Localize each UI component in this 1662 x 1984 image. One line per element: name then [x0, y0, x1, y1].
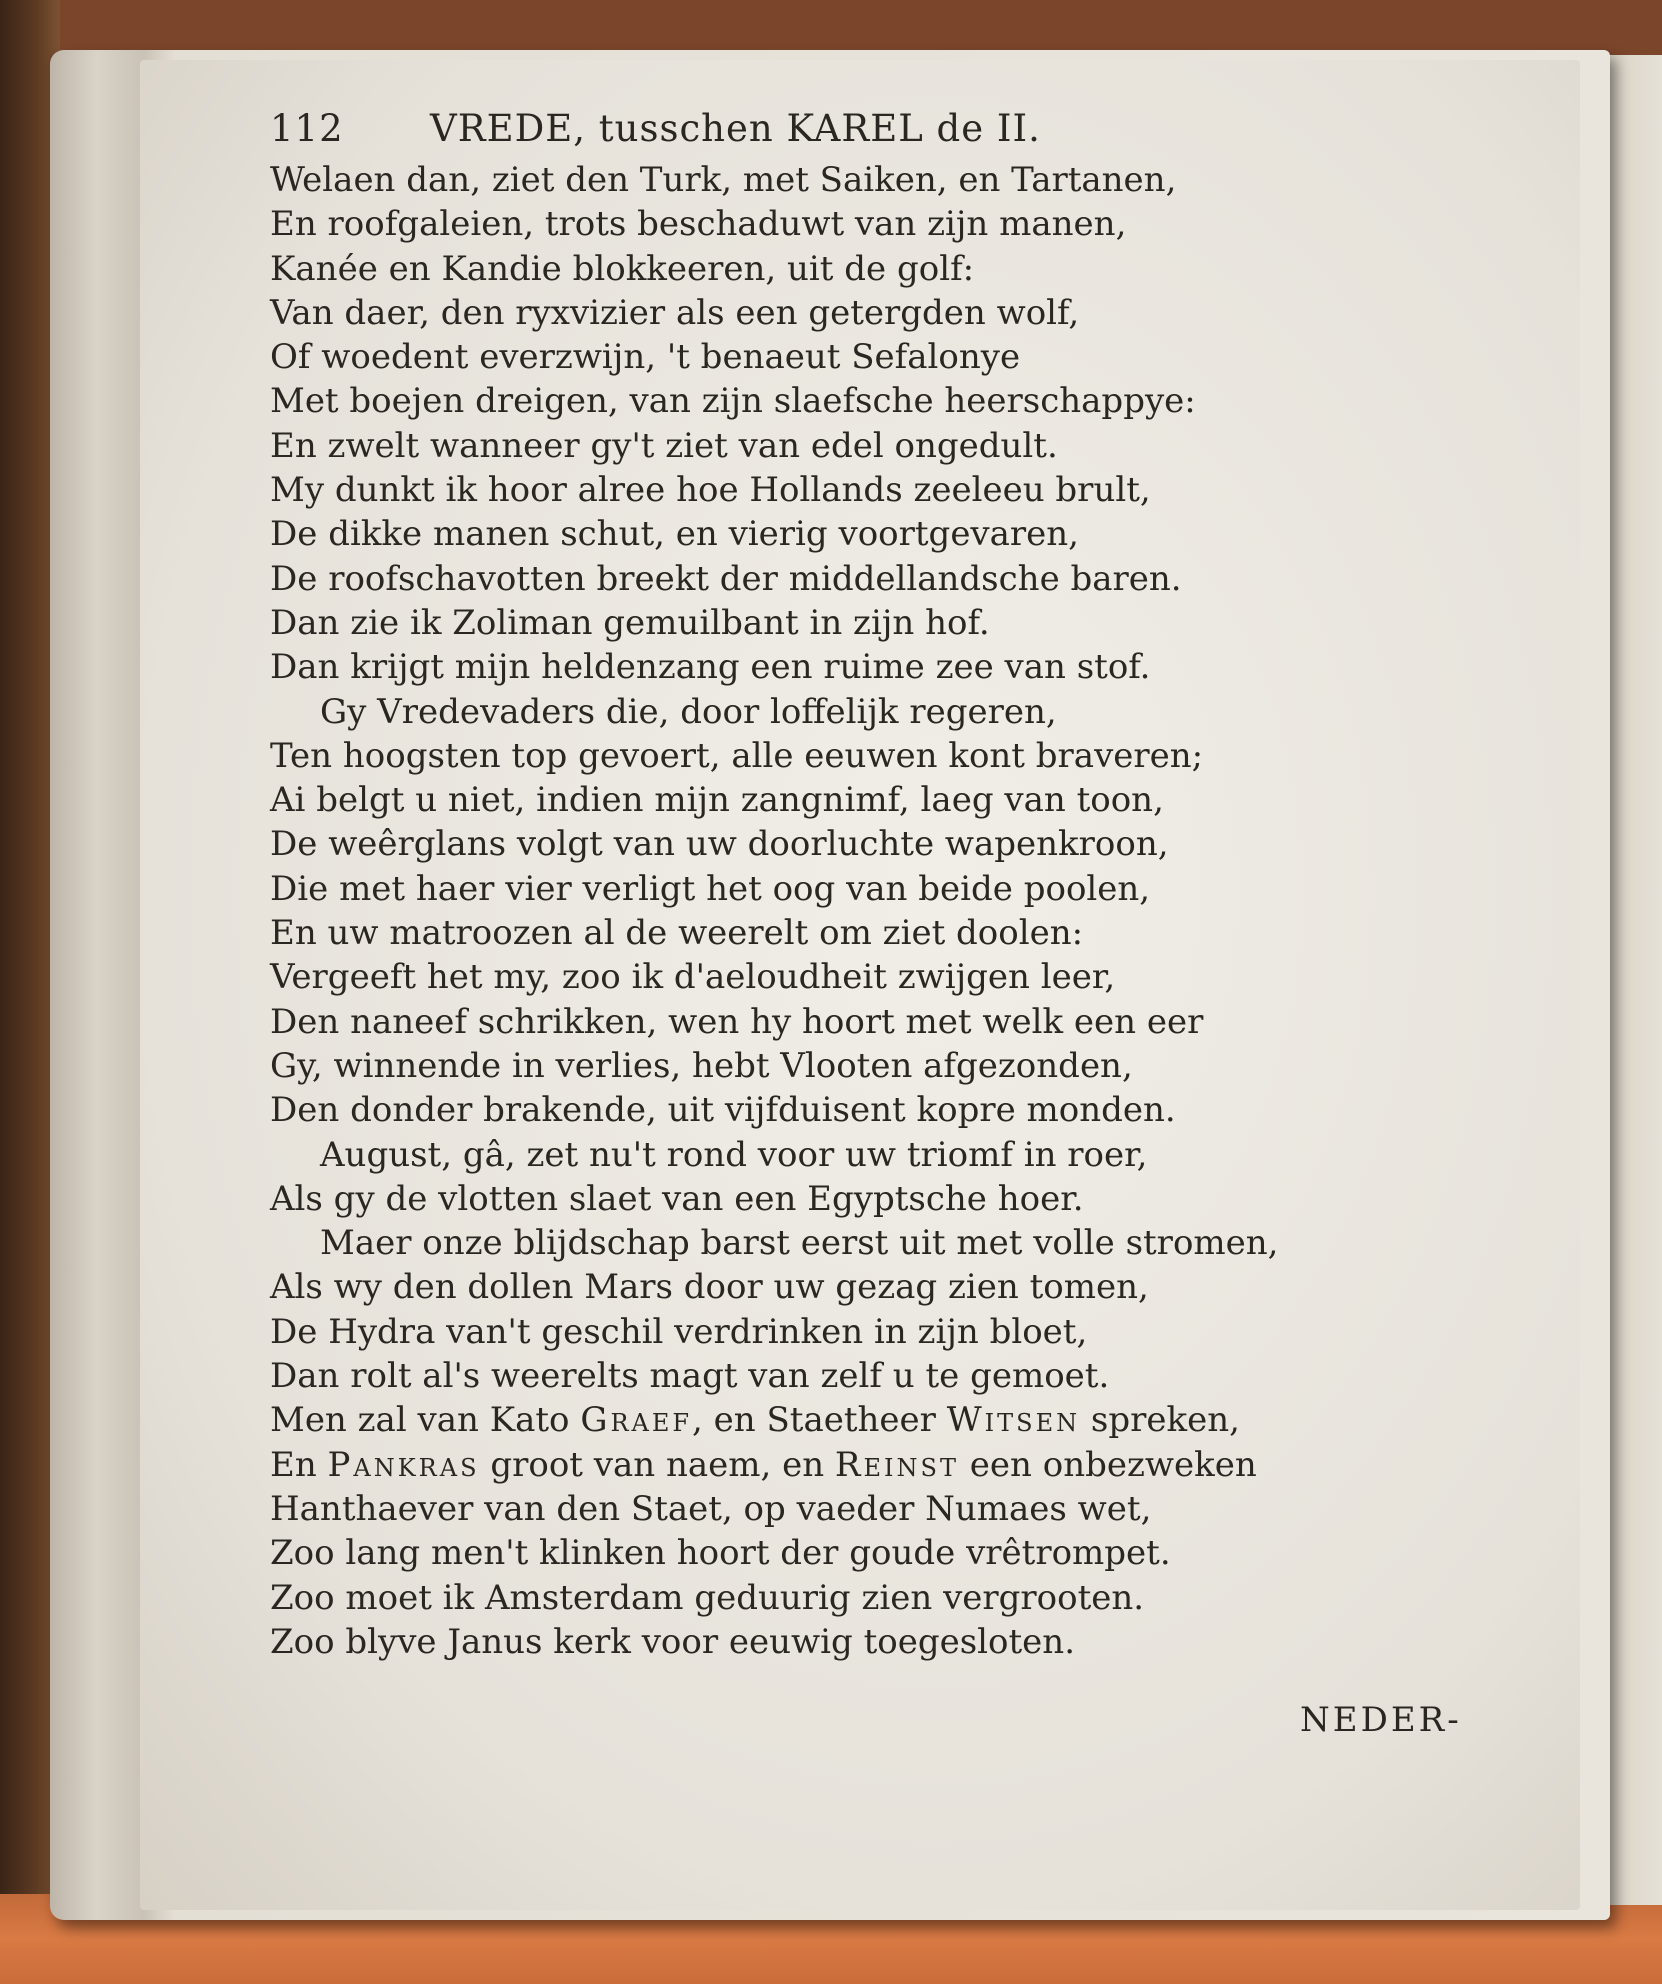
verse-text: een onbezweken: [969, 1444, 1257, 1485]
running-head: [270, 100, 1530, 158]
verse-line: My dunkt ik hoor alree hoe Hollands zeeleeu brult,: [270, 470, 1151, 511]
verse-line: Hanthaever van den Staet, op vaeder Numaes wet,: [270, 1488, 1152, 1529]
verse-line: Ai belgt u niet, indien mijn zangnimf, laeg van toon,: [270, 780, 1164, 821]
proper-name-pankras: Pankras: [327, 1444, 480, 1485]
verse-line: De Hydra van't geschil verdrinken in zijn bloet,: [270, 1311, 1088, 1352]
verse-text: Men zal van Kato: [270, 1400, 570, 1441]
verse-line-names: [270, 1443, 1530, 1487]
verse-line: De weêrglans volgt van uw doorluchte wapenkroon,: [270, 824, 1169, 865]
verse-line: Als gy de vlotten slaet van een Egyptsche hoer.: [270, 1178, 1084, 1219]
verse-text: spreken,: [1090, 1400, 1240, 1441]
verse-line: Dan zie ik Zoliman gemuilbant in zijn hof.: [270, 602, 990, 643]
verse-line: Als wy den dollen Mars door uw gezag zien tomen,: [270, 1267, 1149, 1308]
verse-line: Met boejen dreigen, van zijn slaefsche heerschappye:: [270, 381, 1196, 422]
verse-line-indented: August, gâ, zet nu't rond voor uw triomf in roer,: [320, 1134, 1148, 1175]
verse-line: Gy, winnende in verlies, hebt Vlooten afgezonden,: [270, 1045, 1133, 1086]
verse-text: , en Staetheer: [692, 1400, 936, 1441]
verse-line: Kanée en Kandie blokkeeren, uit de golf:: [270, 248, 975, 289]
verse-line-indented: Maer onze blijdschap barst eerst uit met volle stromen,: [320, 1223, 1279, 1264]
verse-text: groot van naem, en: [490, 1444, 825, 1485]
verse-line: En roofgaleien, trots beschaduwt van zijn manen,: [270, 204, 1127, 245]
verse-line: En zwelt wanneer gy't ziet van edel ongedult.: [270, 425, 1058, 466]
proper-name-graef: Graef: [580, 1400, 693, 1441]
verse-line: Welaen dan, ziet den Turk, met Saiken, en Tartanen,: [270, 160, 1177, 200]
verse-line: De dikke manen schut, en vierig voortgevaren,: [270, 514, 1079, 555]
page-text: [270, 100, 1530, 1664]
verse-line: De roofschavotten breekt der middellandsche baren.: [270, 558, 1182, 599]
verse-line: Den donder brakende, uit vijfduisent kopre monden.: [270, 1090, 1176, 1131]
page-title: VREDE, tusschen KAREL de II.: [430, 107, 1041, 150]
verse-line: Dan rolt al's weerelts magt van zelf u te gemoet.: [270, 1356, 1110, 1397]
proper-name-witsen: Witsen: [946, 1400, 1081, 1441]
verse-line: Zoo lang men't klinken hoort der goude vrêtrompet.: [270, 1533, 1171, 1574]
verse-line: En uw matroozen al de weerelt om ziet doolen:: [270, 913, 1084, 954]
verse-line: Zoo moet ik Amsterdam geduurig zien vergrooten.: [270, 1577, 1145, 1618]
verse-line-indented: Gy Vredevaders die, door loffelijk regeren,: [320, 691, 1057, 732]
verse-line-names: [270, 1398, 1530, 1442]
verse-line: Die met haer vier verligt het oog van beide poolen,: [270, 868, 1151, 909]
verse-line: Dan krijgt mijn heldenzang een ruime zee van stof.: [270, 647, 1151, 688]
verse-line: Vergeeft het my, zoo ik d'aeloudheit zwijgen leer,: [270, 957, 1116, 998]
page-number: 112: [270, 107, 344, 150]
verse-line: Zoo blyve Janus kerk voor eeuwig toegesloten.: [270, 1621, 1076, 1662]
verse-line: Den naneef schrikken, wen hy hoort met welk een eer: [270, 1001, 1204, 1042]
verse-text: En: [270, 1444, 317, 1485]
proper-name-reinst: Reinst: [834, 1444, 959, 1485]
catchword: NEDER-: [1300, 1700, 1462, 1740]
verse-line: Of woedent everzwijn, 't benaeut Sefalonye: [270, 337, 1021, 378]
verse-line: Van daer, den ryxvizier als een getergden wolf,: [270, 292, 1080, 333]
verse-line: Ten hoogsten top gevoert, alle eeuwen kont braveren;: [270, 735, 1204, 776]
